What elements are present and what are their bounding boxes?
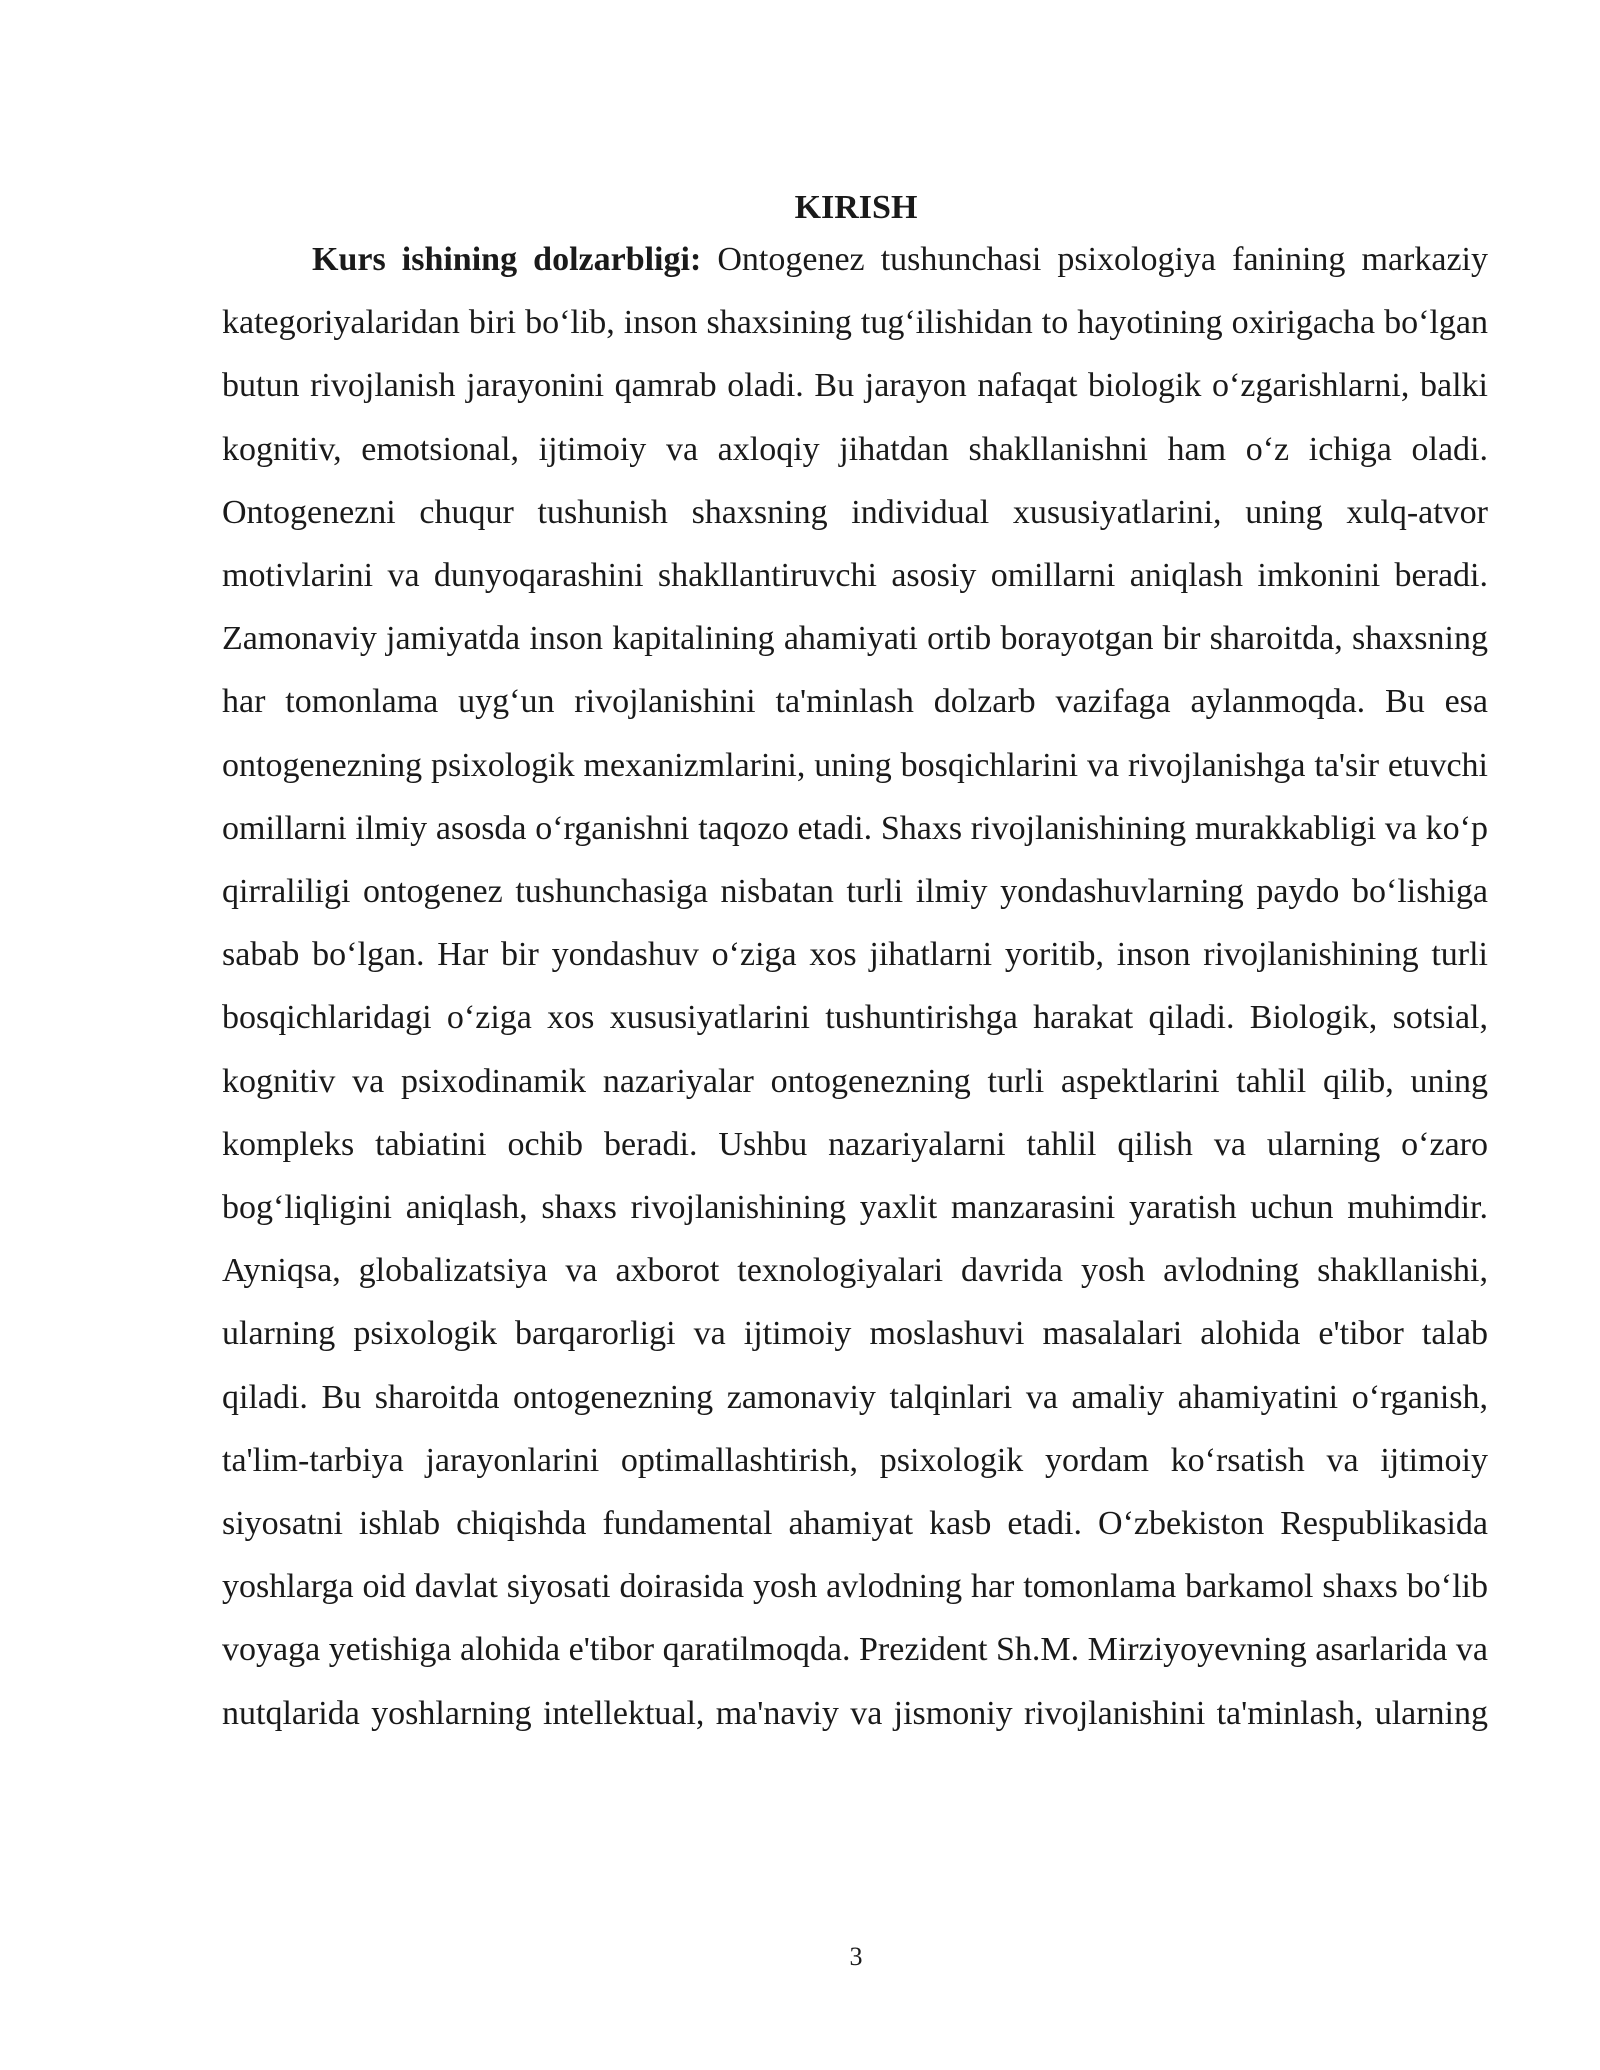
section-heading: KIRISH bbox=[794, 189, 918, 226]
page-number: 3 bbox=[849, 1942, 863, 1971]
paragraph-text: Ontogenez tushunchasi psixologiya fanining markaziy kategoriyalaridan biri bo‘lib, inson shaxsining tug‘ilishidan to hayotining oxirigacha bo‘lgan butun rivojlanish jarayonini qamrab oladi. Bu jarayon nafaqat biologik o‘zgarishlarni, balki kognitiv, emotsional, ijtimoiy va axloqiy jihatdan shakllanishni ham o‘z ichiga oladi. Ontogenezni chuqur tushunish shaxsning individual xususiyatlarini, uning xulq-atvor motivlarini va dunyoqarashini shakllantiruvchi asosiy omillarni aniqlash imkonini beradi. Zamonaviy jamiyatda inson kapitalining ahamiyati ortib borayotgan bir sharoitda, shaxsning har tomonlama uyg‘un rivojlanishini ta'minlash dolzarb vazifaga aylanmoqda. Bu esa ontogenezning psixologik mexanizmlarini, uning bosqichlarini va rivojlanishga ta'sir etuvchi omillarni ilmiy asosda o‘rganishni taqozo etadi. Shaxs rivojlanishining murakkabligi va ko‘p qirraliligi ontogenez tushunchasiga nisbatan turli ilmiy yondashuvlarning paydo bo‘lishiga sabab bo‘lgan. Har bir yondashuv o‘ziga xos jihatlarni yoritib, inson rivojlanishining turli bosqichlaridagi o‘ziga xos xususiyatlarini tushuntirishga harakat qiladi. Biologik, sotsial, kognitiv va psixodinamik nazariyalar ontogenezning turli aspektlarini tahlil qilib, uning kompleks tabiatini ochib beradi. Ushbu nazariyalarni tahlil qilish va ularning o‘zaro bog‘liqligini aniqlash, shaxs rivojlanishining yaxlit manzarasini yaratish uchun muhimdir. Ayniqsa, globalizatsiya va axborot texnologiyalari davrida yosh avlodning shakllanishi, ularning psixologik barqarorligi va ijtimoiy moslashuvi masalalari alohida e'tibor talab qiladi. Bu sharoitda ontogenezning zamonaviy talqinlari va amaliy ahamiyatini o‘rganish, ta'lim-tarbiya jarayonlarini optimallashtirish, psixologik yordam ko‘rsatish va ijtimoiy siyosatni ishlab chiqishda fundamental ahamiyat kasb etadi. O‘zbekiston Respublikasida yoshlarga oid davlat siyosati doirasida yosh avlodning har tomonlama barkamol shaxs bo‘lib voyaga yetishiga alohida e'tibor qaratilmoqda. Prezident Sh.M. Mirziyoyevning asarlarida va nutqlarida yoshlarning intellektual, ma'naviy va jismoniy rivojlanishini ta'minlash, ularning bbox=[222, 241, 1489, 1732]
paragraph-lead: Kurs ishining dolzarbligi: bbox=[312, 241, 702, 278]
body-paragraph bbox=[222, 228, 1488, 1745]
